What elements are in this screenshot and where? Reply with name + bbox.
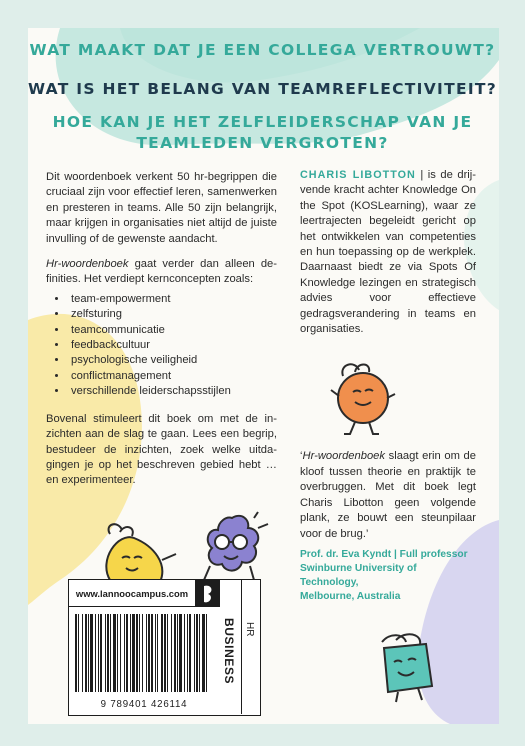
list-item: • verschillende leiderschapsstijlen: [68, 384, 277, 399]
author-name: CHARIS LIBOTTON: [300, 169, 416, 181]
attribution-line: Melbourne, Australia: [300, 590, 401, 602]
orange-character-illustration: [325, 358, 405, 443]
barcode-bar: [202, 614, 205, 692]
endorsement-quote: [300, 449, 476, 541]
barcode-bar: [189, 614, 191, 692]
closing-paragraph: Bovenal stimuleert dit boek om met de inzichten aan de slag te gaan. Lees een begrip, bestudeer de inzichten, zoek welke uitdagingen je op het beschreven gebied hebt … en experimenteer.: [46, 412, 277, 487]
barcode-bar: [155, 614, 156, 692]
category-label: BUSINESS: [222, 618, 236, 685]
concepts-text: gaat verder dan alleen definities. Het verdiept kernconcepten zoals:: [46, 258, 277, 286]
barcode-bar: [146, 614, 147, 692]
barcode-bar: [199, 614, 200, 692]
description-column: [46, 170, 277, 499]
barcode-bar: [142, 614, 143, 692]
barcode-bar: [117, 614, 118, 692]
quote-text: slaagt erin om de kloof tussen theorie en praktijk te overbruggen. Met dit boek legt Charis Libotton geen volgende plank, ze bouwt een steunpilaar voor de brug.’: [300, 450, 476, 540]
barcode-bar: [120, 614, 121, 692]
barcode-bar: [82, 614, 83, 692]
barcode-bar: [85, 614, 87, 692]
barcode-bar: [167, 614, 168, 692]
list-item: • conflictmanagement: [68, 369, 277, 384]
list-item: • zelfsturing: [68, 307, 277, 322]
list-item: • team-empowerment: [68, 292, 277, 307]
barcode-bar: [98, 614, 99, 692]
author-bio-text: | is de drijvende kracht achter Knowledge On the Spot (KOSLearning), waar ze leertrajecten begeleidt gericht op het ontwikkelen van competenties en hun toepassing op de werkplek. Daarnaast biedt ze via Spots Of Knowledge lezingen en strategisch advies voor effectieve gedragsverandering in teams en organisaties.: [300, 169, 476, 336]
barcode-bar: [136, 614, 138, 692]
barcode-bar: [126, 614, 128, 692]
barcode-bar: [148, 614, 150, 692]
barcode-bar: [206, 614, 207, 692]
concepts-paragraph: [46, 257, 277, 288]
list-item: • psychologische veiligheid: [68, 353, 277, 368]
barcode-bar: [132, 614, 135, 692]
barcode-bar: [164, 614, 166, 692]
question-3: [0, 112, 525, 154]
barcode-bar: [187, 614, 188, 692]
barcode-bar: [95, 614, 96, 692]
barcode-bar: [151, 614, 153, 692]
barcode-bar: [113, 614, 116, 692]
barcode-bar: [105, 614, 106, 692]
category-strip: [219, 580, 242, 714]
teal-character-illustration: [376, 630, 446, 710]
intro-paragraph: Dit woordenboek verkent 50 hr-begrippen die cruciaal zijn voor effectief leren, samenwerken en presteren in teams. Alle 50 zijn belangrijk, maar krijgen in organisaties niet altijd de juiste invulling of de gewenste aandacht.: [46, 171, 277, 245]
barcode-bar: [90, 614, 93, 692]
barcode-bar: [110, 614, 111, 692]
author-bio: [300, 168, 476, 337]
subject-code: HR: [244, 622, 255, 637]
purple-character-illustration: [196, 510, 276, 585]
quote-mark: ‘: [300, 450, 303, 463]
barcode-bar: [107, 614, 109, 692]
barcode-bar: [139, 614, 140, 692]
question-1: WAT MAAKT DAT JE EEN COLLEGA VERTROUWT?: [29, 41, 496, 59]
barcode-bar: [130, 614, 131, 692]
barcode-bar: [157, 614, 158, 692]
attribution-line: Swinburne University of Technology,: [300, 562, 417, 588]
question-3-line-2: TEAMLEDEN VERGROTEN?: [136, 134, 389, 152]
barcode-bar: [100, 614, 102, 692]
barcode-bar: [177, 614, 178, 692]
barcode-panel: [68, 579, 261, 716]
publisher-url: www.lannoocampus.com: [69, 580, 196, 607]
barcode-bar: [196, 614, 198, 692]
barcode-bar: [88, 614, 89, 692]
barcode-bar: [174, 614, 176, 692]
barcode-bar: [179, 614, 182, 692]
list-item: • feedbackcultuur: [68, 338, 277, 353]
barcode-bar: [194, 614, 195, 692]
concepts-list: [46, 292, 277, 400]
question-3-line-1: HOE KAN JE HET ZELFLEIDERSCHAP VAN JE: [52, 113, 473, 131]
isbn-number: 9 789401 426114: [100, 699, 188, 710]
question-2: WAT IS HET BELANG VAN TEAMREFLECTIVITEIT?: [27, 80, 498, 98]
publisher-logo-icon: [196, 580, 220, 607]
endorsement-attribution: [300, 548, 476, 604]
barcode-bar: [124, 614, 125, 692]
attribution-line: Prof. dr. Eva Kyndt | Full professor: [300, 548, 468, 560]
list-item: • teamcommunicatie: [68, 323, 277, 338]
barcode-bar: [75, 614, 77, 692]
quote-book-title: Hr-woordenboek: [302, 450, 386, 463]
barcode-bar: [161, 614, 163, 692]
barcode-bar: [184, 614, 185, 692]
barcode-bars: [75, 614, 211, 698]
book-title-italic: Hr-woordenboek: [46, 258, 129, 271]
barcode-bar: [171, 614, 172, 692]
barcode-bar: [78, 614, 79, 692]
